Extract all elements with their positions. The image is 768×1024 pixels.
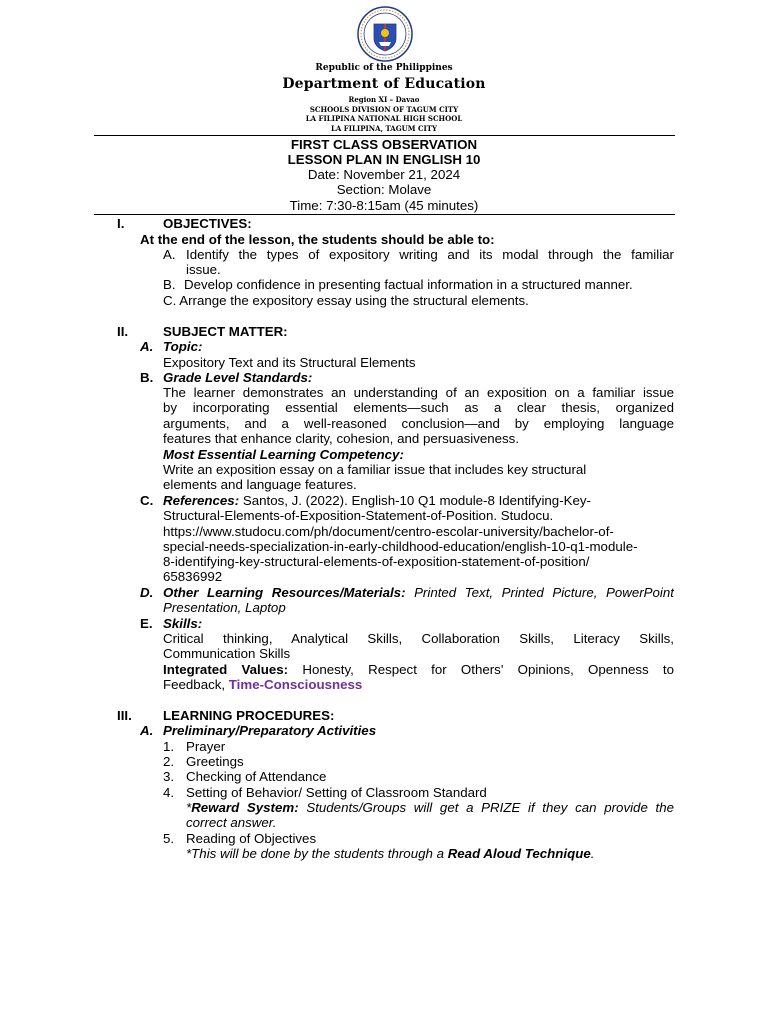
read-aloud-end: . (590, 846, 595, 861)
school-line: LA FILIPINA NATIONAL HIGH SCHOOL (305, 114, 463, 123)
references-line-6: 65836992 (163, 569, 223, 584)
read-aloud-prefix: *This will be done by the students through a (186, 846, 444, 861)
integrated-values-line-1 (163, 662, 674, 677)
preliminary-title: Preliminary/Preparatory Activities (163, 723, 377, 738)
reward-label: Reward System: (191, 800, 299, 815)
reward-star: * (186, 800, 192, 815)
olr-line-2: Presentation, Laptop (163, 600, 286, 616)
skills-label-letter: E. (140, 616, 153, 631)
objectives-intro: At the end of the lesson, the students should be able to: (140, 232, 495, 247)
topic-text: Expository Text and its Structural Elements (163, 355, 416, 370)
gls-label: Grade Level Standards: (163, 370, 313, 385)
procedure-item-text: Prayer (186, 739, 226, 754)
title-time: Time: 7:30-8:15am (45 minutes) (289, 198, 479, 213)
reward-text-1: Students/Groups will get a PRIZE if they can provide the (306, 800, 674, 815)
procedure-item-num: 4. (163, 785, 175, 800)
topic-label-letter: A. (140, 339, 154, 354)
objective-a-line-1: Identify the types of expository writing and its modal through the familiar (186, 247, 674, 262)
olr-label-letter: D. (140, 585, 154, 600)
title-divider (94, 214, 675, 215)
gls-line: arguments, and a well-reasoned conclusion—and by employing language (163, 415, 674, 431)
subject-matter-numeral: II. (117, 324, 129, 339)
gls-text (163, 385, 674, 446)
procedure-item-num: 2. (163, 754, 175, 769)
olr-text-1: Printed Text, Printed Picture, PowerPoint (414, 585, 674, 600)
objectives-heading: OBJECTIVES: (163, 216, 252, 231)
time-consciousness-highlight: Time-Consciousness (228, 677, 363, 693)
objectives-numeral: I. (117, 216, 125, 231)
title-section: Section: Molave (336, 182, 432, 197)
header-divider (94, 135, 675, 136)
title-date: Date: November 21, 2024 (307, 167, 461, 182)
division-line: SCHOOLS DIVISION OF TAGUM CITY (309, 105, 459, 114)
references-line-1 (163, 493, 591, 508)
objective-a-label: A. (163, 247, 176, 262)
deped-seal-icon (357, 6, 413, 62)
reward-line-1 (186, 800, 674, 815)
references-label: References: (163, 493, 240, 508)
procedure-item-5-text: Reading of Objectives (186, 831, 317, 846)
references-line-4: special-needs-specialization-in-early-childhood-education/english-10-q1-module- (163, 539, 638, 554)
procedure-item-text: Setting of Behavior/ Setting of Classroom Standard (186, 785, 487, 800)
references-text-1: Santos, J. (2022). English-10 Q1 module-8 Identifying-Key- (242, 493, 591, 508)
procedures-numeral: III. (117, 708, 132, 723)
topic-label: Topic: (163, 339, 203, 354)
procedure-item-5-num: 5. (163, 831, 175, 846)
reward-system (186, 800, 674, 831)
objective-a-line-2: issue. (186, 262, 221, 278)
procedure-item-text: Greetings (186, 754, 244, 769)
read-aloud-technique: Read Aloud Technique (447, 846, 591, 861)
region-line: Region XI – Davao (348, 95, 420, 104)
subject-matter-heading: SUBJECT MATTER: (163, 324, 288, 339)
title-line-1: FIRST CLASS OBSERVATION (290, 137, 478, 152)
skills-line-1: Critical thinking, Analytical Skills, Collaboration Skills, Literacy Skills, (163, 631, 674, 646)
gls-line: by incorporating essential elements—such as a clear thesis, organized (163, 400, 674, 416)
reward-line-2: correct answer. (186, 815, 277, 831)
integrated-values-line-2 (163, 677, 674, 692)
title-line-2: LESSON PLAN IN ENGLISH 10 (287, 152, 481, 167)
objective-b-text: Develop confidence in presenting factual information in a structured manner. (184, 277, 633, 292)
preliminary-letter: A. (140, 723, 154, 738)
melc-label: Most Essential Learning Competency: (163, 447, 404, 462)
references-line-2: Structural-Elements-of-Exposition-Statement-of-Position. Studocu. (163, 508, 554, 523)
integrated-values-text-1: Honesty, Respect for Others' Opinions, Openness to (302, 662, 674, 677)
skills-line-2: Communication Skills (163, 646, 291, 662)
integrated-values-label: Integrated Values: (163, 662, 289, 677)
objective-a (186, 247, 674, 278)
melc-line-1: Write an exposition essay on a familiar issue that includes key structural (163, 462, 587, 477)
procedures-heading: LEARNING PROCEDURES: (163, 708, 335, 723)
olr-line-1 (163, 585, 674, 600)
location-line: LA FILIPINA, TAGUM CITY (330, 124, 438, 133)
procedure-item-num: 1. (163, 739, 175, 754)
olr-text (163, 585, 674, 616)
objective-b-label: B. (163, 277, 176, 292)
procedure-item-text: Checking of Attendance (186, 769, 327, 784)
references-line-3: https://www.studocu.com/ph/document/centro-escolar-university/bachelor-of- (163, 524, 614, 539)
read-aloud-note (186, 846, 594, 861)
melc-line-2: elements and language features. (163, 477, 357, 492)
integrated-values-prefix: Feedback, (163, 677, 226, 693)
department-name: Department of Education (282, 76, 486, 92)
references-label-letter: C. (140, 493, 154, 508)
skills-text (163, 631, 674, 662)
gls-line: The learner demonstrates an understanding of an exposition on a familiar issue (163, 385, 674, 400)
olr-label: Other Learning Resources/Materials: (163, 585, 406, 600)
integrated-values (163, 662, 674, 693)
procedure-item-num: 3. (163, 769, 175, 784)
gls-label-letter: B. (140, 370, 154, 385)
republic-line: Republic of the Philippines (315, 63, 453, 73)
skills-label: Skills: (163, 616, 203, 631)
objective-c-text: C. Arrange the expository essay using the structural elements. (163, 293, 529, 308)
gls-line: features that enhance clarity, cohesion, and persuasiveness. (163, 430, 520, 446)
references-line-5: 8-identifying-key-structural-elements-of-exposition-statement-of-position/ (163, 554, 590, 569)
